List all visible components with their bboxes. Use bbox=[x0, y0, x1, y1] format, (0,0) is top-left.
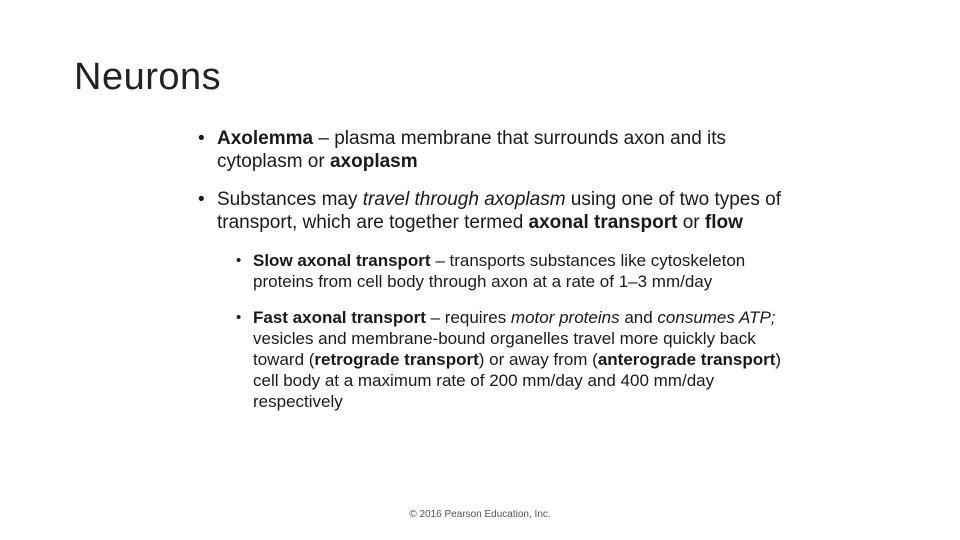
bullet-text: vesicles and membrane-bound organelles travel more quickly back toward ( bbox=[253, 329, 756, 369]
bullet-text: – transports substances like cytoskeleton proteins from cell body through axon at a rate of 1–3 mm/day bbox=[253, 251, 746, 291]
emphasis-consumes-atp: consumes ATP; bbox=[657, 308, 776, 327]
bullet-axolemma bbox=[198, 128, 798, 173]
subbullet-slow-transport bbox=[236, 250, 793, 292]
bullet-text: or bbox=[677, 211, 705, 233]
term-retrograde-transport: retrograde transport bbox=[314, 350, 479, 369]
term-axolemma: Axolemma bbox=[217, 128, 314, 149]
slide-title: Neurons bbox=[74, 56, 222, 98]
subbullet-fast-transport bbox=[236, 307, 793, 412]
emphasis-motor-proteins: motor proteins bbox=[510, 308, 620, 327]
bullet-text: and bbox=[619, 308, 658, 327]
term-flow: flow bbox=[704, 211, 743, 233]
term-anterograde-transport: anterograde transport bbox=[597, 350, 776, 369]
term-slow-axonal-transport: Slow axonal transport bbox=[253, 251, 431, 270]
term-axoplasm: axoplasm bbox=[329, 150, 418, 172]
bullet-text: Substances may bbox=[217, 189, 363, 210]
bullet-text: – requires bbox=[425, 308, 511, 327]
copyright-footer: © 2016 Pearson Education, Inc. bbox=[409, 509, 551, 520]
bullet-text: ) cell body at a maximum rate of 200 mm/day and 400 mm/day respectively bbox=[253, 350, 782, 411]
emphasis-travel: travel through axoplasm bbox=[362, 189, 566, 210]
term-axonal-transport: axonal transport bbox=[528, 211, 678, 233]
bullet-text: ) or away from ( bbox=[478, 350, 598, 369]
term-fast-axonal-transport: Fast axonal transport bbox=[253, 308, 426, 327]
bullet-axonal-transport bbox=[198, 189, 798, 234]
bullet-text: – plasma membrane that surrounds axon and its cytoplasm or bbox=[217, 128, 727, 172]
slide-body bbox=[198, 128, 798, 427]
bullet-text: using one of two types of transport, which are together termed bbox=[217, 189, 781, 233]
